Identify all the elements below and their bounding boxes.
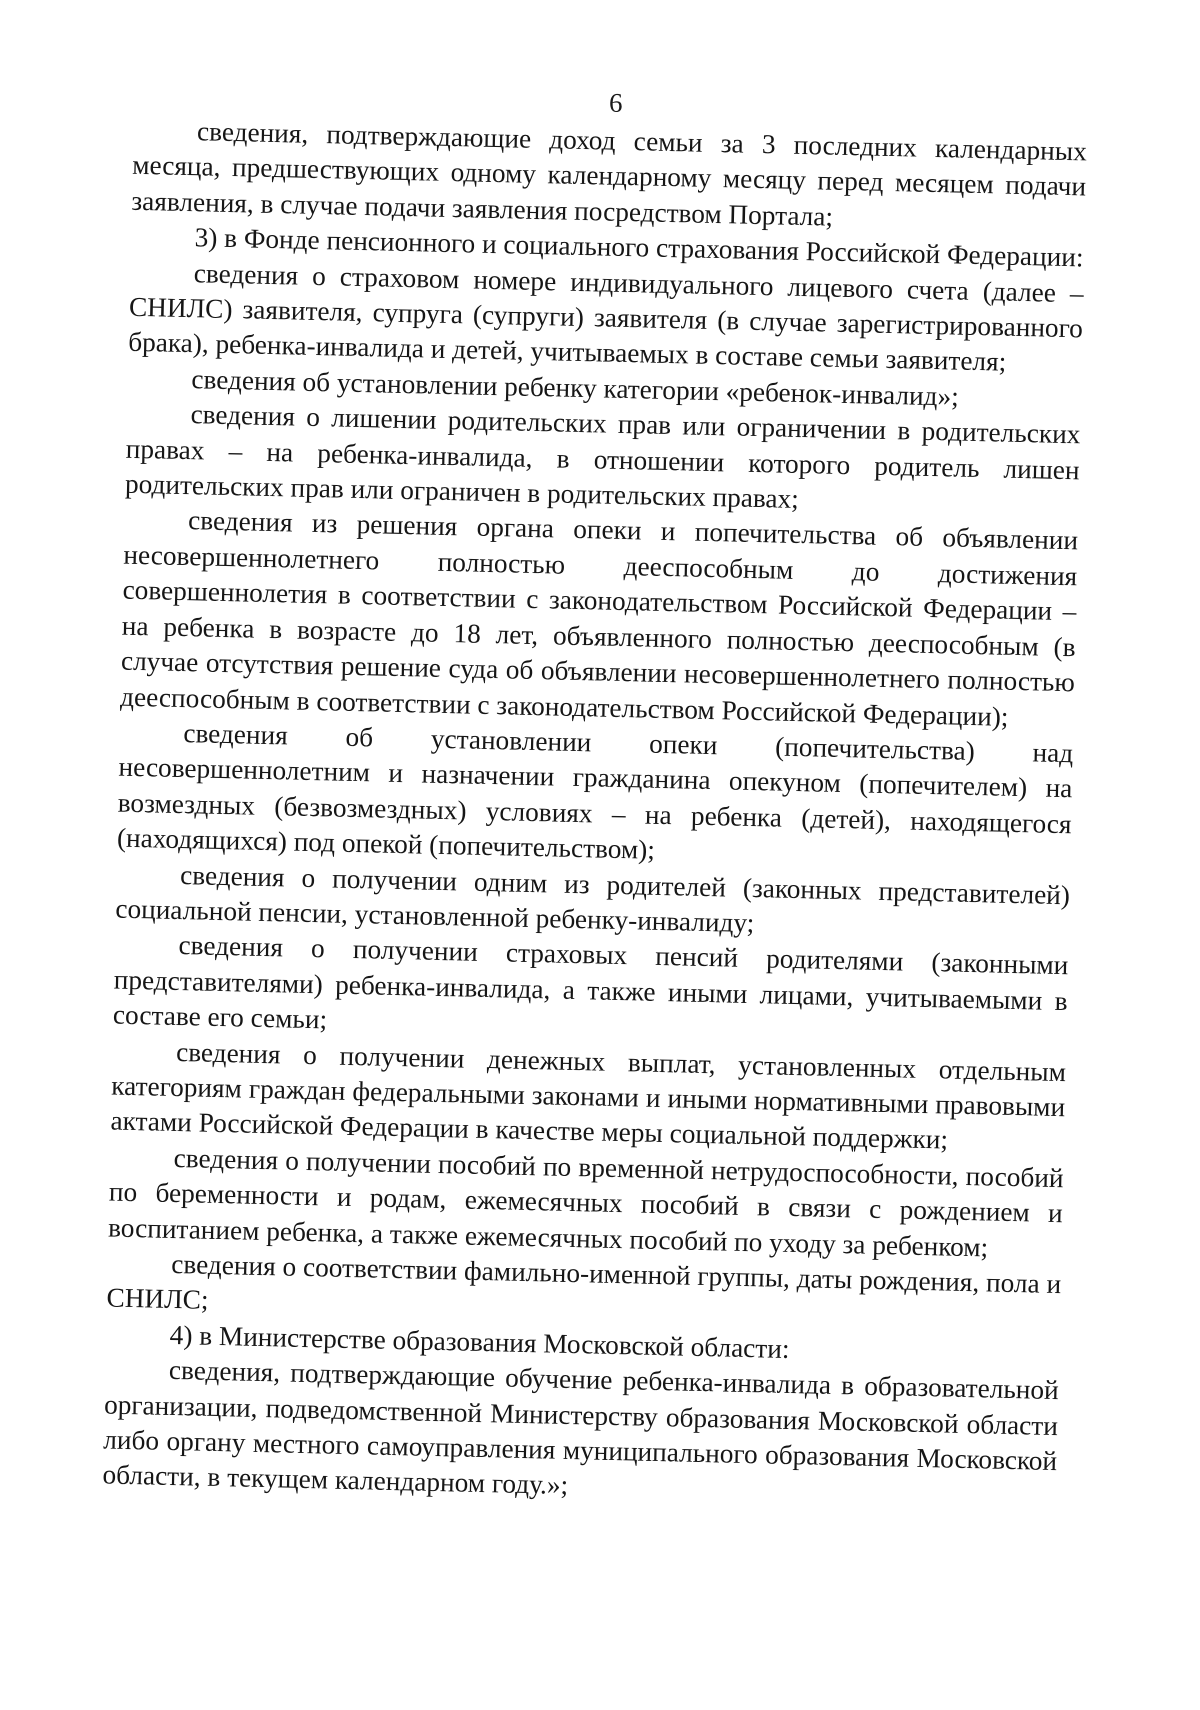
paragraph-emancipation: сведения из решения органа опеки и попечительства об объявлении несовершеннолетнего полностью дееспособным до достижения совершеннолетия в соответствии с законодательством Российской Федерации – на ребенка в возрасте до 18 лет, объявленного полностью дееспособным (в случае отсутствия решение суда об объявлении несовершеннолетнего полностью дееспособным в соответствии с законодательством Российской Федерации); [119,505,1079,732]
document-body [102,113,1087,1515]
paragraph-guardianship: сведения об установлении опеки (попечительства) над несовершеннолетним и назначении гражданина опекуном (попечителем) на возмездных (безвозмездных) условиях – на ребенка (детей), находящегося (находящихся) под опекой (попечительством); [116,717,1074,865]
paragraph-education-confirmation: сведения, подтверждающие обучение ребенка-инвалида в образовательной организации, подведомственной Министерству образования Московской области либо органу местного самоуправления муниципального образования Московской области, в текущем календарном году.»; [102,1355,1060,1501]
paragraph-pension-fund-heading: 3) в Фонде пенсионного и социального страхования Российской Федерации: [194,222,1084,273]
paragraph-benefits: сведения о получении пособий по временной нетрудоспособности, пособий по беременности и родам, ежемесячных пособий в связи с рождением и воспитанием ребенка, а также ежемесячных пособий по уходу за ребенком; [107,1142,1064,1263]
paragraph-education-ministry-heading: 4) в Министерстве образования Московской области: [169,1319,790,1364]
paragraph-family-income: сведения, подтверждающие доход семьи за 3 последних календарных месяца, предшествующих одному календарному месяцу перед месяцем подачи заявления, в случае подачи заявления посредством Портала; [131,116,1088,232]
paragraph-name-group-match: сведения о соответствии фамильно-именной группы, даты рождения, пола и СНИЛС; [106,1248,1062,1316]
paragraph-cash-payments: сведения о получении денежных выплат, установленных отдельным категориям граждан федеральными законами и иными нормативными правовыми актами Российской Федерации в качестве меры социальной поддержки; [110,1036,1067,1155]
paragraph-disabled-child-category: сведения об установлении ребенку категории «ребенок-инвалид»; [191,364,960,412]
page-number: 6 [608,87,623,118]
paragraph-snils: сведения о страховом номере индивидуального лицевого счета (далее – СНИЛС) заявителя, супруга (супруги) заявителя (в случае зарегистрированного брака), ребенка-инвалида и детей, учитываемых в составе семьи заявителя; [127,257,1084,378]
paragraph-insurance-pensions: сведения о получении страховых пенсий родителями (законными представителями) ребенка-инвалида, а также иными лицами, учитываемыми в составе его семьи; [112,930,1069,1035]
paragraph-social-pension: сведения о получении одним из родителей (законных представителей) социальной пенсии, установленной ребенку-инвалиду; [115,859,1071,939]
paragraph-parental-rights: сведения о лишении родительских прав или ограничении в родительских правах – на ребенка-инвалида, в отношении которого родитель лишен родительских прав или ограничен в родительских правах; [124,399,1081,515]
